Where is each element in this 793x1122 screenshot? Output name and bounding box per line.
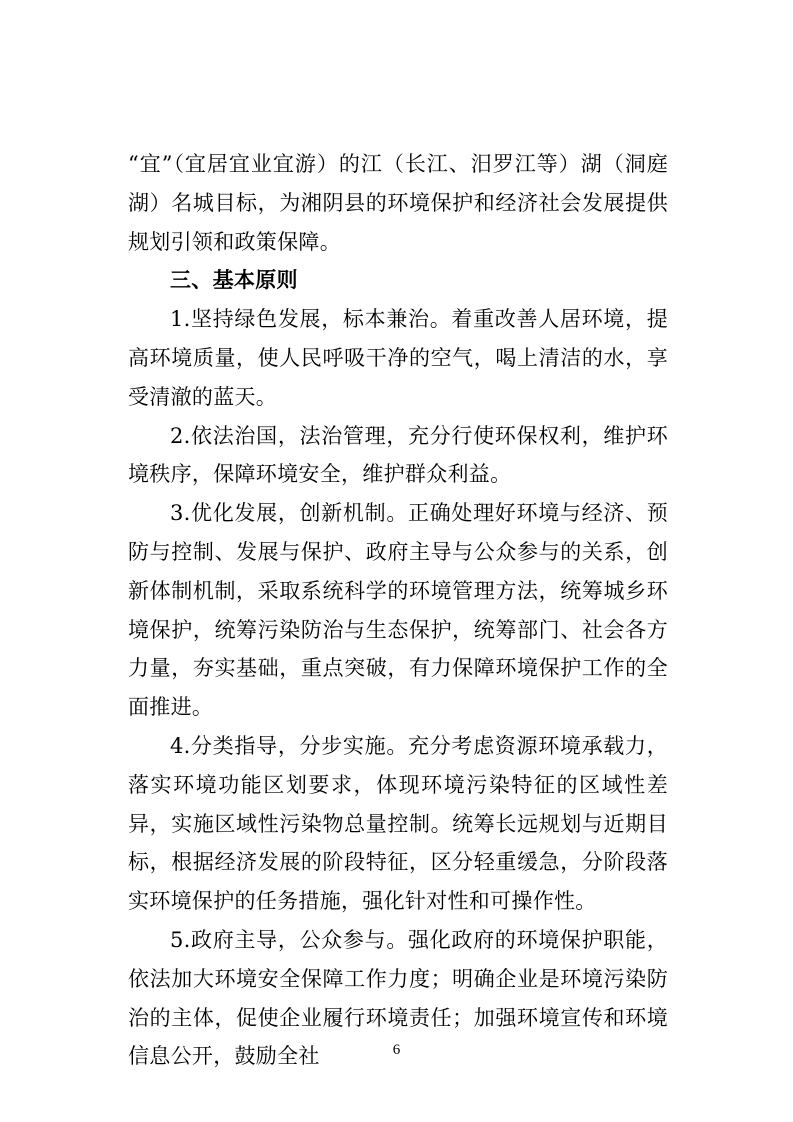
principle-5: 5.政府主导，公众参与。强化政府的环境保护职能，依法加大环境安全保障工作力度；明确企业是环境污染防治的主体，促使企业履行环境责任；加强环境宣传和环境信息公开，鼓励全社 — [128, 927, 668, 1069]
principle-3: 3.优化发展，创新机制。正确处理好环境与经济、预防与控制、发展与保护、政府主导与公众参与的关系，创新体制机制，采取系统科学的环境管理方法，统筹城乡环境保护，统筹污染防治与生态保护，统筹部门、社会各方力量，夯实基础，重点突破，有力保障环境保护工作的全面推进。 — [128, 501, 668, 720]
section-heading: 三、基本原则 — [170, 268, 298, 293]
page-number: 6 — [392, 1042, 401, 1058]
principle-2: 2.依法治国，法治管理，充分行使环保权利，维护环境秩序，保障环境安全，维护群众利益。 — [128, 423, 668, 487]
continuation-paragraph: “宜”（宜居宜业宜游）的江（长江、汨罗江等）湖（洞庭湖）名城目标，为湘阴县的环境保护和经济社会发展提供规划引领和政策保障。 — [128, 152, 668, 254]
principle-4: 4.分类指导，分步实施。充分考虑资源环境承载力，落实环境功能区划要求，体现环境污染特征的区域性差异，实施区域性污染物总量控制。统筹长远规划与近期目标，根据经济发展的阶段特征，区分轻重缓急，分阶段落实环境保护的任务措施，强化针对性和可操作性。 — [128, 733, 668, 914]
principle-1: 1.坚持绿色发展，标本兼治。着重改善人居环境，提高环境质量，使人民呼吸干净的空气，喝上清洁的水，享受清澈的蓝天。 — [128, 307, 668, 409]
page-body — [128, 145, 668, 1076]
